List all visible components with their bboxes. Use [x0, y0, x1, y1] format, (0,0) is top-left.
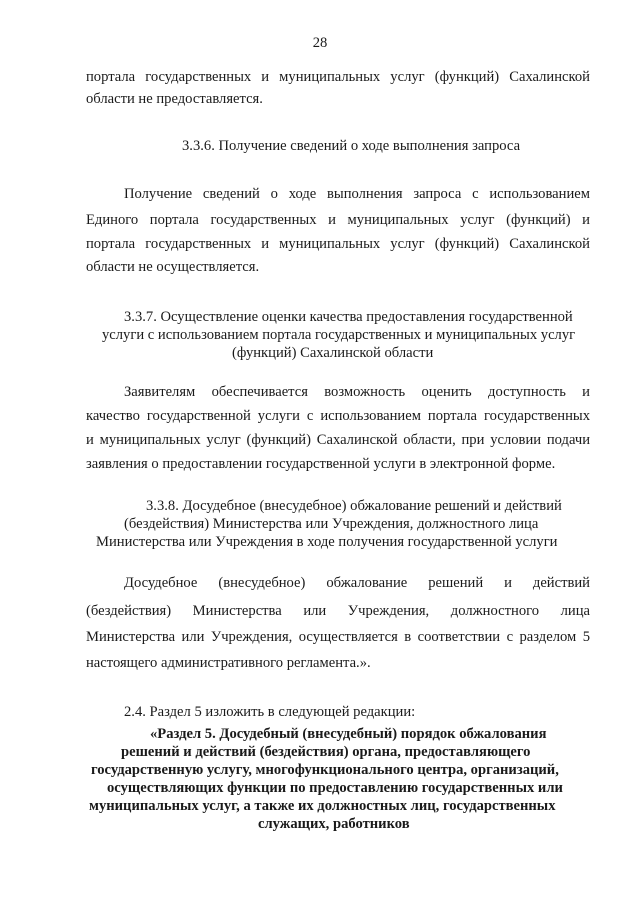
paragraph-line: Министерства или Учреждения, осуществляется в соответствии с разделом 5 — [86, 629, 590, 645]
bold-section-heading: муниципальных услуг, а также их должностных лиц, государственных — [89, 798, 556, 814]
section-heading: (функций) Сахалинской области — [232, 345, 434, 361]
section-heading: 3.3.6. Получение сведений о ходе выполнения запроса — [182, 138, 521, 154]
paragraph-line: качество государственной услуги с использованием портала государственных — [86, 408, 590, 424]
paragraph-line: настоящего административного регламента.». — [86, 655, 371, 671]
paragraph-line: области не предоставляется. — [86, 91, 263, 107]
paragraph-line: Заявителям обеспечивается возможность оценить доступность и — [124, 384, 590, 400]
section-heading: (бездействия) Министерства или Учреждения, должностного лица — [124, 516, 539, 532]
paragraph-line: Единого портала государственных и муниципальных услуг (функций) и — [86, 212, 590, 228]
bold-section-heading: «Раздел 5. Досудебный (внесудебный) порядок обжалования — [150, 726, 547, 742]
paragraph-line: Получение сведений о ходе выполнения запроса с использованием — [124, 186, 590, 202]
bold-section-heading: государственную услугу, многофункционального центра, организаций, — [91, 762, 559, 778]
section-heading: услуги с использованием портала государственных и муниципальных услуг — [102, 327, 576, 343]
paragraph-line: заявления о предоставлении государственной услуги в электронной форме. — [86, 456, 556, 472]
paragraph-line: портала государственных и муниципальных услуг (функций) Сахалинской — [86, 69, 590, 85]
section-heading: 3.3.7. Осуществление оценки качества предоставления государственной — [124, 309, 573, 325]
paragraph-line: (бездействия) Министерства или Учреждения, должностного лица — [86, 603, 590, 619]
paragraph-line: и муниципальных услуг (функций) Сахалинской области, при условии подачи — [86, 432, 590, 448]
section-heading: 3.3.8. Досудебное (внесудебное) обжалование решений и действий — [146, 498, 562, 514]
bold-section-heading: решений и действий (бездействия) органа, предоставляющего — [121, 744, 531, 760]
bold-section-heading: служащих, работников — [258, 816, 410, 832]
section-heading: Министерства или Учреждения в ходе получения государственной услуги — [96, 534, 558, 550]
bold-section-heading: осуществляющих функции по предоставлению государственных или — [107, 780, 563, 796]
paragraph-line: области не осуществляется. — [86, 259, 260, 275]
paragraph-line: портала государственных и муниципальных услуг (функций) Сахалинской — [86, 236, 590, 252]
page-number: 28 — [312, 35, 328, 51]
amendment-item: 2.4. Раздел 5 изложить в следующей редакции: — [124, 704, 416, 720]
paragraph-line: Досудебное (внесудебное) обжалование решений и действий — [124, 575, 590, 591]
